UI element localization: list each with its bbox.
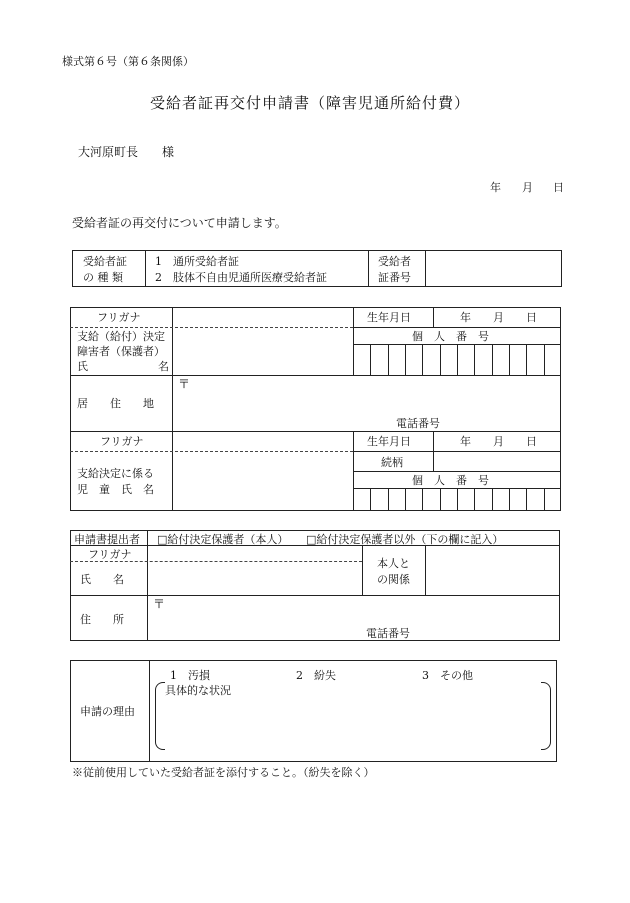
child-name-field[interactable] bbox=[173, 452, 353, 510]
reason-option-soiled[interactable]: 1 汚損 bbox=[170, 669, 210, 682]
my-number-cell-divider bbox=[474, 488, 475, 511]
my-number-cell-divider bbox=[544, 488, 545, 511]
my-number-cell-divider bbox=[370, 488, 371, 511]
reason-label: 申請の理由 bbox=[80, 705, 135, 718]
cert-option-1[interactable]: 1 通所受給者証 bbox=[155, 255, 239, 268]
guardian-furigana-field[interactable] bbox=[173, 308, 353, 327]
my-number-cell-divider bbox=[457, 344, 458, 375]
my-number-cell-divider bbox=[440, 488, 441, 511]
date-day-label: 日 bbox=[553, 181, 564, 194]
guardian-phone-label: 電話番号 bbox=[396, 417, 440, 430]
my-number-cell-divider bbox=[544, 344, 545, 375]
submitter-header-label: 申請書提出者 bbox=[74, 533, 140, 546]
cert-type-label-2: の 種 類 bbox=[83, 271, 123, 284]
submitter-postal-mark: 〒 bbox=[153, 597, 166, 611]
submitter-address-label: 住 所 bbox=[80, 613, 124, 626]
my-number-cell-divider bbox=[509, 344, 510, 375]
submitter-address-field[interactable] bbox=[148, 596, 559, 640]
date-year-label: 年 bbox=[490, 181, 501, 194]
child-name-label-1: 支給決定に係る bbox=[77, 467, 154, 480]
child-birth-value[interactable]: 年 月 日 bbox=[460, 435, 537, 448]
submitter-option-other[interactable]: □給付決定保護者以外（下の欄に記入） bbox=[306, 533, 504, 546]
guardian-name-label-3a: 氏 bbox=[77, 360, 88, 373]
submitter-relation-field[interactable] bbox=[426, 546, 559, 595]
submitter-option-self[interactable]: □給付決定保護者（本人） bbox=[157, 533, 289, 546]
guardian-address-field[interactable] bbox=[173, 376, 560, 431]
my-number-cell-divider bbox=[370, 344, 371, 375]
my-number-cell-divider bbox=[440, 344, 441, 375]
my-number-cell-divider bbox=[492, 344, 493, 375]
page-title: 受給者証再交付申請書（障害児通所給付費） bbox=[150, 94, 471, 112]
guardian-postal-mark: 〒 bbox=[178, 377, 191, 391]
guardian-furigana-label: フリガナ bbox=[97, 311, 141, 324]
my-number-cell-divider bbox=[422, 344, 423, 375]
guardian-my-number-label: 個 人 番 号 bbox=[412, 330, 489, 343]
reason-option-lost[interactable]: 2 紛失 bbox=[296, 669, 336, 682]
submitter-relation-label-2: の関係 bbox=[377, 573, 410, 586]
addressee: 大河原町長 様 bbox=[78, 145, 175, 159]
submitter-relation-label-1: 本人と bbox=[377, 557, 410, 570]
reason-detail-field[interactable] bbox=[166, 700, 540, 748]
my-number-cell-divider bbox=[405, 344, 406, 375]
reason-option-other[interactable]: 3 その他 bbox=[422, 669, 473, 682]
submitter-furigana-field[interactable] bbox=[148, 546, 362, 561]
cert-type-label-1: 受給者証 bbox=[83, 255, 127, 268]
cert-number-field[interactable] bbox=[426, 251, 561, 286]
my-number-cell-divider bbox=[526, 488, 527, 511]
submitter-name-label: 氏 名 bbox=[80, 573, 124, 586]
intro-text: 受給者証の再交付について申請します。 bbox=[72, 216, 287, 230]
cert-number-label-1: 受給者 bbox=[378, 255, 411, 268]
my-number-cell-divider bbox=[492, 488, 493, 511]
guardian-name-label-2: 障害者（保護者） bbox=[77, 345, 165, 358]
submitter-furigana-label: フリガナ bbox=[88, 548, 132, 561]
child-relation-field[interactable] bbox=[434, 452, 560, 471]
submitter-phone-label: 電話番号 bbox=[366, 627, 410, 640]
child-furigana-label: フリガナ bbox=[100, 435, 144, 448]
detail-bracket-right bbox=[541, 682, 551, 750]
cert-number-label-2: 証番号 bbox=[378, 271, 411, 284]
form-number: 様式第６号（第６条関係） bbox=[62, 55, 194, 68]
my-number-cell-divider bbox=[457, 488, 458, 511]
my-number-cell-divider bbox=[388, 488, 389, 511]
child-birth-label: 生年月日 bbox=[367, 435, 411, 448]
footnote: ※従前使用していた受給者証を添付すること。（紛失を除く） bbox=[72, 766, 375, 779]
child-furigana-field[interactable] bbox=[173, 432, 353, 451]
my-number-cell-divider bbox=[474, 344, 475, 375]
my-number-cell-divider bbox=[509, 488, 510, 511]
my-number-cell-divider bbox=[388, 344, 389, 375]
detail-bracket-left bbox=[155, 682, 165, 750]
submitter-name-field[interactable] bbox=[148, 562, 362, 595]
guardian-name-field[interactable] bbox=[173, 328, 353, 375]
reason-detail-label: 具体的な状況 bbox=[165, 684, 231, 697]
cert-option-2[interactable]: 2 肢体不自由児通所医療受給者証 bbox=[155, 271, 327, 284]
guardian-name-label-3b: 名 bbox=[158, 360, 169, 373]
my-number-cell-divider bbox=[526, 344, 527, 375]
child-name-label-2: 児 童 氏 名 bbox=[77, 483, 154, 496]
child-my-number-label: 個 人 番 号 bbox=[412, 474, 489, 487]
guardian-address-label: 居 住 地 bbox=[77, 397, 154, 410]
guardian-birth-value[interactable]: 年 月 日 bbox=[460, 311, 537, 324]
my-number-cell-divider bbox=[422, 488, 423, 511]
child-relation-label: 続柄 bbox=[381, 456, 403, 469]
guardian-name-label-1: 支給（給付）決定 bbox=[77, 330, 165, 343]
date-month-label: 月 bbox=[522, 181, 533, 194]
my-number-cell-divider bbox=[405, 488, 406, 511]
guardian-birth-label: 生年月日 bbox=[367, 311, 411, 324]
